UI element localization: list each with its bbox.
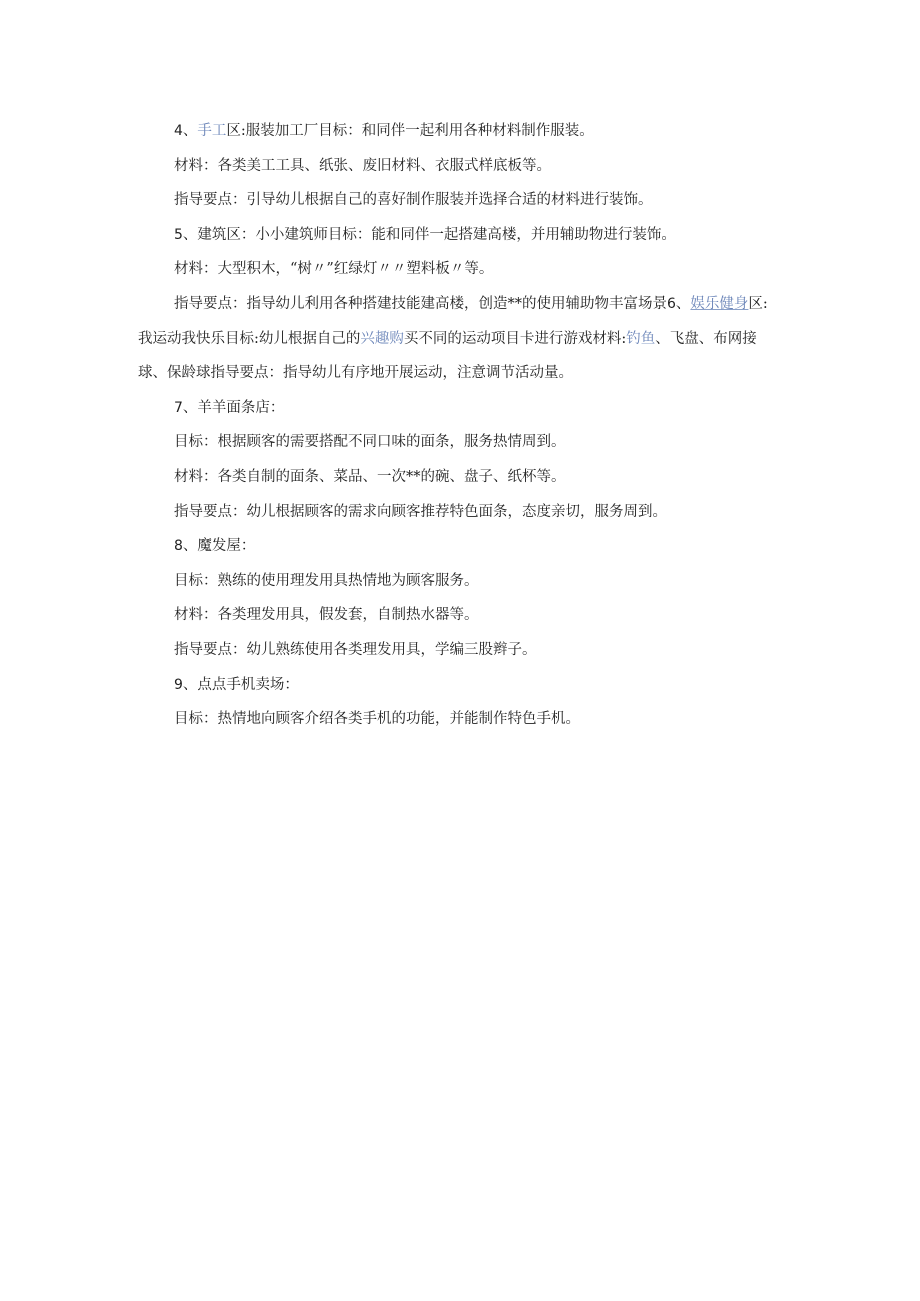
item-number: 7 — [174, 399, 183, 416]
fitness-link[interactable]: 娱乐健身 — [690, 295, 749, 312]
paragraph-noodle-materials: 材料：各类自制的面条、菜品、一次**的碗、盘子、纸杯等。 — [174, 468, 566, 485]
paragraph-text: 、魔发屋： — [182, 538, 256, 555]
paragraph-text: 区:服装加工厂目标：和同伴一起利用各种材料制作服装。 — [226, 123, 594, 139]
paragraph-text: 、点点手机卖场： — [182, 676, 299, 693]
paragraph-handcraft-guidance: 指导要点：引导幼儿根据自己的喜好制作服装并选择合适的材料进行装饰。 — [174, 192, 653, 209]
paragraph-salon-materials: 材料：各类理发用具，假发套，自制热水器等。 — [174, 607, 479, 624]
paragraph-noodle-shop — [138, 391, 768, 426]
paragraph-hair-salon — [138, 529, 768, 564]
paragraph-text: 、建筑区：小小建筑师目标：能和同伴一起搭建高楼，并用辅助物进行装饰。 — [182, 226, 676, 243]
item-number: 5 — [174, 226, 183, 243]
paragraph-noodle-goal: 目标：根据顾客的需要搭配不同口味的面条，服务热情周到。 — [174, 434, 566, 451]
paragraph-phone-goal: 目标：热情地向顾客介绍各类手机的功能，并能制作特色手机。 — [174, 711, 580, 728]
paragraph-handcraft-materials: 材料：各类美工工具、纸张、废旧材料、衣服式样底板等。 — [174, 157, 551, 174]
paragraph-text: 、飞盘、布网接球、保龄球指导要点：指导幼儿有序地开展运动，注意调节活动量。 — [138, 330, 757, 382]
handcraft-link[interactable]: 手工 — [197, 123, 227, 139]
paragraph-building-guidance-fitness-area — [138, 287, 768, 391]
item-number: 9 — [174, 676, 183, 693]
separator: 、 — [675, 295, 691, 312]
paragraph-building-materials: 材料：大型积木，“树〃”红绿灯〃〃塑料板〃等。 — [174, 261, 494, 278]
interest-purchase-link[interactable]: 兴趣购 — [360, 330, 404, 347]
paragraph-salon-guidance: 指导要点：幼儿熟练使用各类理发用具，学编三股辫子。 — [174, 641, 537, 658]
paragraph-text: 区:我运动我快乐目标:幼儿根据自己的 — [138, 295, 768, 347]
item-number: 4 — [174, 123, 183, 139]
item-number: 8 — [174, 538, 183, 555]
paragraph-salon-goal: 目标：熟练的使用理发用具热情地为顾客服务。 — [174, 572, 479, 589]
fishing-link[interactable]: 钓鱼 — [626, 330, 656, 347]
paragraph-text: 、羊羊面条店： — [182, 399, 285, 416]
paragraph-building-area — [138, 218, 768, 253]
paragraph-phone-store — [138, 668, 768, 703]
paragraph-text: 指导要点：指导幼儿利用各种搭建技能建高楼，创造**的使用辅助物丰富场景 — [174, 295, 667, 312]
paragraph-text: 买不同的运动项目卡进行游戏材料: — [403, 330, 627, 347]
separator: 、 — [182, 123, 198, 139]
document-body — [138, 114, 768, 737]
paragraph-handcraft-area — [138, 114, 768, 149]
item-number: 6 — [667, 295, 676, 312]
paragraph-noodle-guidance: 指导要点：幼儿根据顾客的需求向顾客推荐特色面条，态度亲切，服务周到。 — [174, 503, 667, 520]
